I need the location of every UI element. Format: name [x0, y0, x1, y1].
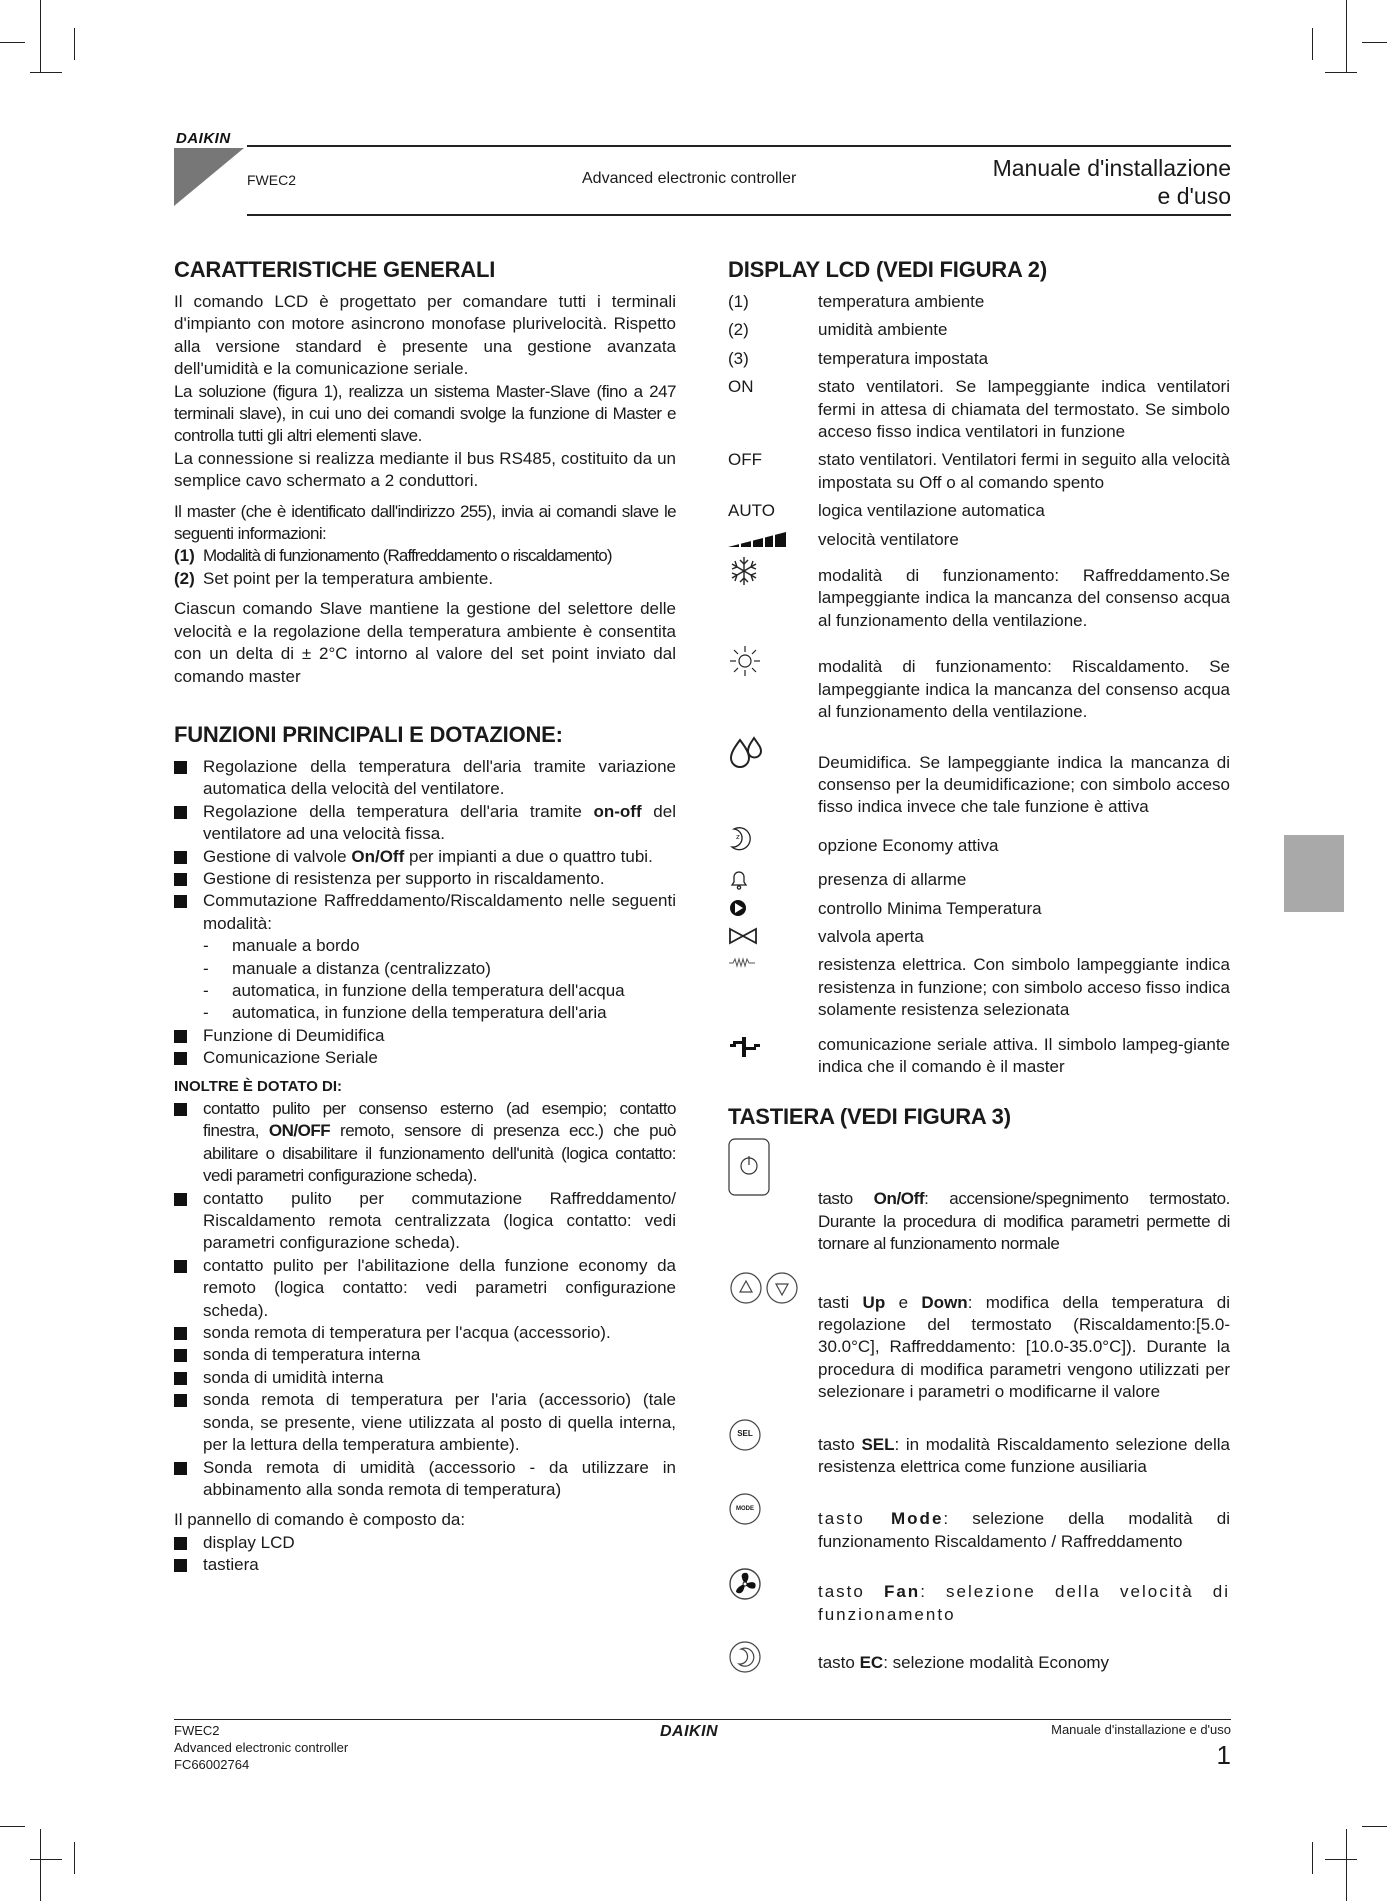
crop-mark: [1312, 28, 1313, 60]
section-title-lcd-display: DISPLAY LCD (VEDI FIGURA 2): [728, 257, 1047, 282]
display-row: [728, 348, 1230, 370]
language-tab-marker: [1284, 835, 1344, 912]
key-row: [728, 1640, 1230, 1680]
list-item: sonda di umidità interna: [174, 1367, 676, 1389]
key-desc: tasto Fan: selezione della velocità di funzionamento: [818, 1582, 1230, 1624]
key-row: [728, 1567, 1230, 1626]
panel-components-list: [174, 1532, 676, 1577]
crop-mark: [40, 0, 41, 72]
switch-modes-list: [174, 935, 676, 1025]
display-row: [728, 555, 1230, 632]
crop-mark: [30, 1859, 62, 1860]
display-desc: comunicazione seriale attiva. Il simbolo lampeg-giante indica che il comando è il master: [818, 1034, 1230, 1076]
display-key: AUTO: [728, 501, 775, 521]
list-item: Gestione di resistenza per supporto in riscaldamento.: [174, 868, 676, 890]
key-desc: tasti Up e Down: modifica della temperatura di regolazione del termostato (Riscaldamento:[5.0-30.0°C], Raffreddamento: [10.0-35.0°C]). Durante la procedura di modifica parametri vengono utilizzati per selezionare i parametri o modificarne il valore: [818, 1292, 1230, 1402]
key-row: [728, 1270, 1230, 1404]
list-item: - manuale a distanza (centralizzato): [203, 958, 676, 980]
display-desc: stato ventilatori. Se lampeggiante indica ventilatori fermi in attesa di chiamata del termostato. Se simbolo acceso fisso indica ventilatori in funzione: [818, 377, 1230, 442]
list-item: Regolazione della temperatura dell'aria tramite on-off del ventilatore ad una velocità fissa.: [174, 801, 676, 846]
display-row: [728, 449, 1230, 494]
numbered-item-number: (2): [174, 568, 195, 588]
header-model-code: FWEC2: [247, 172, 296, 188]
display-desc: modalità di funzionamento: Riscaldamento. Se lampeggiante indica la mancanza del consenso acqua al funzionamento della ventilazione.: [818, 657, 1230, 722]
numbered-item-text: Set point per la temperatura ambiente.: [203, 568, 494, 588]
crop-mark: [74, 1842, 75, 1874]
display-key: (2): [728, 320, 749, 340]
header-manual-title: [993, 154, 1231, 210]
crop-mark: [1346, 0, 1347, 72]
general-paragraph-1: Il comando LCD è progettato per comandare tutti i terminali d'impianto con motore asincrono monofase plurivelocità. Rispetto alla versione standard è presente una gestione avanzata dell'umidità e la comunicazione seriale.: [174, 292, 676, 379]
list-item: sonda di temperatura interna: [174, 1344, 676, 1366]
numbered-item-text: Modalità di funzionamento (Raffreddamento o riscaldamento): [203, 546, 612, 566]
display-key: (1): [728, 292, 749, 311]
sel-key-label: SEL: [737, 1428, 753, 1438]
display-desc: valvola aperta: [818, 926, 924, 946]
display-row: [728, 954, 1230, 1021]
section-title-keyboard: TASTIERA (VEDI FIGURA 3): [728, 1104, 1011, 1130]
list-item: Sonda remota di umidità (accessorio - da utilizzare in abbinamento alla sonda remota di temperatura): [174, 1457, 676, 1502]
key-desc: tasto EC: selezione modalità Economy: [818, 1653, 1110, 1673]
key-row: [728, 1138, 1230, 1255]
footer-left-info: [174, 1722, 348, 1773]
footer-manual-title: Manuale d'installazione e d'uso: [1051, 1722, 1231, 1737]
list-item: Funzione di Deumidifica: [174, 1025, 676, 1047]
list-item: tastiera: [174, 1554, 676, 1576]
subsection-title-also-equipped: INOLTRE È DOTATO DI:: [174, 1077, 343, 1095]
alarm-bell-icon: [728, 869, 818, 891]
crop-mark: [30, 72, 62, 73]
list-item: - automatica, in funzione della temperatura dell'aria: [203, 1002, 676, 1024]
display-key: OFF: [728, 450, 762, 470]
display-desc: resistenza elettrica. Con simbolo lampeggiante indica resistenza in funzione; con simbolo acceso fisso indica solamente resistenza selezionata: [818, 955, 1230, 1020]
functions-list-continued: [174, 1025, 676, 1070]
sun-icon: [728, 644, 818, 723]
display-desc: temperatura impostata: [818, 348, 989, 368]
economy-key-icon: [728, 1640, 762, 1674]
list-item: contatto pulito per l'abilitazione della funzione economy da remoto (logica contatto: vedi parametri configurazione scheda).: [174, 1255, 676, 1322]
general-paragraph-5: Ciascun comando Slave mantiene la gestione del selettore delle velocità e la regolazione della temperatura ambiente è consentita con un delta di ± 2°C intorno al valore del set point inviato dal comando master: [174, 599, 676, 686]
footer-product-name: Advanced electronic controller: [174, 1740, 349, 1755]
svg-text:z: z: [736, 832, 740, 841]
display-desc: stato ventilatori. Ventilatori fermi in seguito alla velocità impostata su Off o al comando spento: [818, 450, 1230, 492]
key-row: [728, 1492, 1230, 1553]
crop-mark: [1346, 1829, 1347, 1901]
list-item: display LCD: [174, 1532, 676, 1554]
display-key: ON: [728, 377, 754, 397]
list-item: Comunicazione Seriale: [174, 1047, 676, 1069]
list-item: contatto pulito per commutazione Raffreddamento/ Riscaldamento remota centralizzata (logica contatto: vedi parametri configurazione scheda).: [174, 1188, 676, 1255]
general-paragraph-2: La soluzione (figura 1), realizza un sistema Master-Slave (fino a 247 terminali slave), in cui uno dei comandi svolge la funzione di Master e controlla tutti gli altri elementi slave.: [174, 381, 676, 446]
footer-rule: [174, 1719, 1231, 1720]
footer-model-code: FWEC2: [174, 1723, 220, 1738]
panel-intro: Il pannello di comando è composto da:: [174, 1510, 466, 1530]
header-brand-logo: DAIKIN: [176, 130, 231, 147]
list-item: - manuale a bordo: [203, 935, 676, 957]
economy-moon-icon: [728, 825, 818, 857]
display-desc: temperatura ambiente: [818, 292, 985, 311]
list-item: sonda remota di temperatura per l'acqua (accessorio).: [174, 1322, 676, 1344]
display-row: [728, 736, 1230, 819]
display-row: [728, 291, 1230, 313]
display-desc: Deumidifica. Se lampeggiante indica la mancanza di consenso per la deumidificazione; con simbolo acceso fisso indica invece che tale funzione è attiva: [818, 752, 1230, 817]
right-column: [728, 255, 1230, 1694]
header-title-line1: Manuale d'installazione: [992, 155, 1231, 181]
display-desc: controllo Minima Temperatura: [818, 898, 1042, 918]
crop-mark: [1312, 1842, 1313, 1874]
section-title-main-functions: FUNZIONI PRINCIPALI E DOTAZIONE:: [174, 721, 563, 747]
crop-mark: [1325, 72, 1357, 73]
left-column: [174, 255, 676, 1577]
crop-mark: [0, 42, 25, 43]
list-item: Gestione di valvole On/Off per impianti a due o quattro tubi.: [174, 846, 676, 868]
display-desc: opzione Economy attiva: [818, 835, 999, 855]
header-rule-top: [247, 145, 1231, 147]
mode-key-label: MODE: [736, 1506, 754, 1513]
display-row: [728, 926, 1230, 948]
valve-icon: [728, 926, 818, 948]
header-rule-bottom: [247, 214, 1231, 216]
display-row: [728, 1034, 1230, 1079]
header-product-name: Advanced electronic controller: [582, 170, 797, 187]
display-desc: modalità di funzionamento: Raffreddamento.Se lampeggiante indica la mancanza del consenso acqua al funzionamento della ventilazione.: [818, 566, 1230, 630]
footer-brand-logo: DAIKIN: [660, 1723, 719, 1740]
section-title-general: CARATTERISTICHE GENERALI: [174, 257, 496, 282]
list-item: contatto pulito per consenso esterno (ad esempio; contatto finestra, ON/OFF remoto, sensore di presenza ecc.) che può abilitare o disabilitare il funzionamento dell'unità (logica contatto: vedi parametri configurazione scheda).: [174, 1098, 676, 1188]
general-paragraph-3: La connessione si realizza mediante il bus RS485, costituito da un semplice cavo schermato a 2 conduttori.: [174, 448, 676, 491]
page-number: 1: [1216, 1740, 1231, 1770]
key-desc: tasto On/Off: accensione/spegnimento termostato. Durante la procedura di modifica parametri permette di tornare al funzionamento normale: [818, 1189, 1230, 1254]
numbered-item-number: (1): [174, 546, 195, 566]
list-item: sonda remota di temperatura per l'aria (accessorio) (tale sonda, se presente, viene utilizzata al posto di quella interna, per la lettura della temperatura ambiente).: [174, 1389, 676, 1456]
serial-communication-icon: [728, 1034, 818, 1079]
list-item: Regolazione della temperatura dell'aria tramite variazione automatica della velocità del ventilatore.: [174, 756, 676, 801]
equipment-list: [174, 1098, 676, 1501]
key-row: [728, 1418, 1230, 1479]
display-row: [728, 376, 1230, 443]
display-row: [728, 825, 1230, 857]
display-row: [728, 898, 1230, 920]
list-item: - automatica, in funzione della temperatura dell'acqua: [203, 980, 676, 1002]
display-key: (3): [728, 348, 749, 368]
display-row: [728, 319, 1230, 341]
fan-speed-bars-icon: [728, 529, 818, 551]
footer-document-code: FC66002764: [174, 1757, 250, 1772]
numbered-item-1: [174, 545, 676, 567]
snowflake-icon: [728, 555, 818, 632]
fan-key-icon: [728, 1567, 762, 1601]
display-row: [728, 500, 1230, 522]
min-temperature-icon: [728, 898, 818, 920]
display-row: [728, 644, 1230, 723]
crop-mark: [74, 28, 75, 60]
numbered-item-2: [174, 568, 676, 590]
crop-mark: [40, 1829, 41, 1901]
display-desc: umidità ambiente: [818, 320, 948, 340]
crop-mark: [1325, 1859, 1357, 1860]
general-paragraph-4: Il master (che è identificato dall'indirizzo 255), invia ai comandi slave le seguenti informazioni:: [174, 501, 676, 544]
display-desc: presenza di allarme: [818, 870, 967, 890]
display-row: [728, 529, 1230, 551]
crop-mark: [1362, 1826, 1387, 1827]
header-triangle-mark: [174, 148, 244, 206]
functions-list: [174, 756, 676, 935]
key-desc: tasto Mode: selezione della modalità di funzionamento Riscaldamento / Raffreddamento: [818, 1509, 1230, 1551]
header-title-line2: e d'uso: [1157, 183, 1231, 209]
resistance-icon: [728, 954, 818, 1021]
crop-mark: [0, 1826, 25, 1827]
display-desc: logica ventilazione automatica: [818, 501, 1045, 521]
key-desc: tasto SEL: in modalità Riscaldamento selezione della resistenza elettrica come funzione ausiliaria: [818, 1434, 1230, 1477]
list-item: Commutazione Raffreddamento/Riscaldamento nelle seguenti modalità:: [174, 890, 676, 935]
crop-mark: [1362, 42, 1387, 43]
display-desc: velocità ventilatore: [818, 529, 959, 549]
display-row: [728, 869, 1230, 891]
up-down-keys-icon: [728, 1270, 800, 1306]
water-drops-icon: [728, 736, 818, 819]
power-key-icon: [728, 1138, 770, 1196]
